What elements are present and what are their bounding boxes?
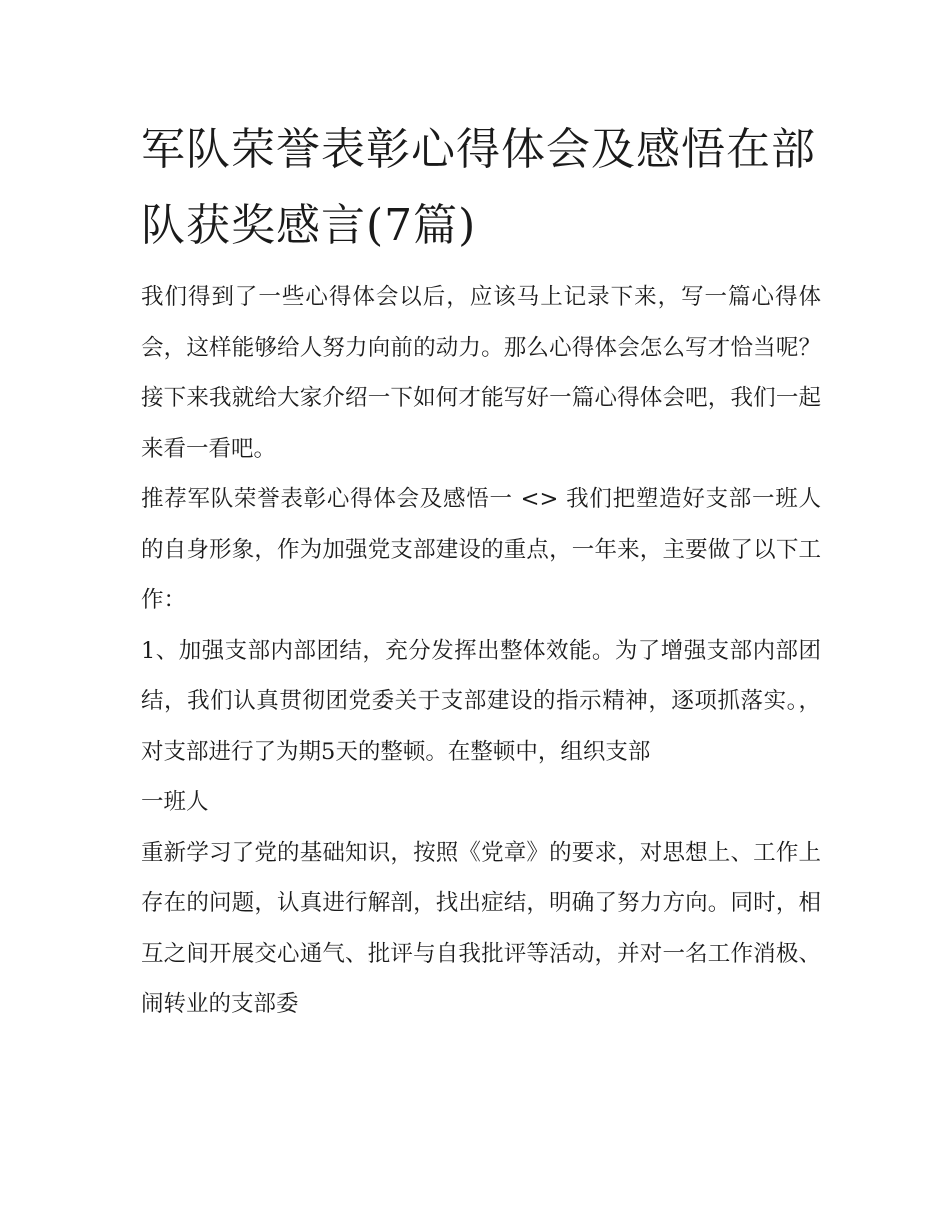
paragraph-continuation: 重新学习了党的基础知识，按照《党章》的要求，对思想上、工作上存在的问题，认真进行解剖，找出症结，明确了努力方向。同时，相互之间开展交心通气、批评与自我批评等活动，并对一名工作消极、闹转业的支部委 — [141, 839, 821, 1017]
paragraph-point-1: 1、加强支部内部团结，充分发挥出整体效能。为了增强支部内部团结，我们认真贯彻团党委关于支部建设的指示精神，逐项抓落实。，对支部进行了为期5天的整顿。在整顿中，组织支部 — [141, 637, 821, 765]
document-title: 军队荣誉表彰心得体会及感悟在部队获奖感言(7篇) — [141, 124, 816, 251]
document-page — [141, 0, 821, 1030]
document-body — [141, 272, 821, 1030]
paragraph-fragment: 一班人 — [141, 789, 209, 815]
paragraph-recommendation: 推荐军队荣誉表彰心得体会及感悟一 <> 我们把塑造好支部一班人的自身形象，作为加强党支部建设的重点，一年来，主要做了以下工作： — [141, 486, 821, 613]
paragraph-intro: 我们得到了一些心得体会以后，应该马上记录下来，写一篇心得体会，这样能够给人努力向前的动力。那么心得体会怎么写才恰当呢？接下来我就给大家介绍一下如何才能写好一篇心得体会吧，我们一起来看一看吧。 — [141, 284, 821, 462]
